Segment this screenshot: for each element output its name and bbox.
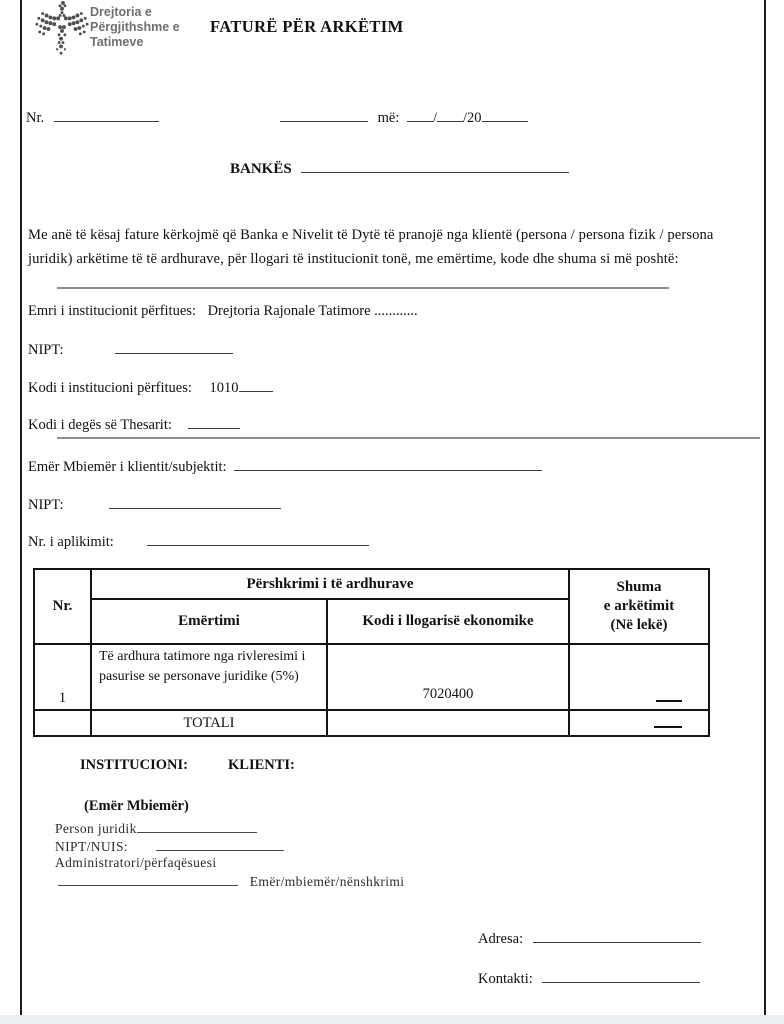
document-title: FATURË PËR ARKËTIM [210,17,404,36]
institution-code-row [28,377,273,397]
separator-rule-2 [57,437,760,439]
bank-row [230,158,569,178]
scan-edge-strip [0,1015,784,1024]
institution-signature-label: INSTITUCIONI: [80,757,188,773]
row-amount-cell [569,644,709,710]
name-surname-label: (Emër Mbiemër) [84,798,189,814]
signature-row [58,872,404,890]
place-field [280,107,368,122]
bank-label: BANKËS [230,160,292,177]
contact-label: Kontakti: [478,970,533,987]
col-header-amount [569,569,709,644]
col-header-amount-line1: Shuma [616,579,662,595]
signature-field [58,872,238,886]
page-border-left [20,0,22,1016]
client-nipt-field [109,494,281,509]
client-name-row [28,456,542,476]
institution-name-value: Drejtoria Rajonale Tatimore ............ [207,303,418,319]
row-amount-field [656,686,682,702]
client-signature-label: KLIENTI: [228,757,295,773]
client-name-label: Emër Mbiemër i klientit/subjektit: [28,458,227,475]
invoice-number-row [26,107,159,127]
revenue-table [33,568,710,737]
institution-nipt-label: NIPT: [28,341,64,358]
nipt-nuis-label: NIPT/NUIS: [55,838,129,854]
total-kodi-cell [327,710,569,736]
intro-line1: Me anë të kësaj fature kërkojmë që Banka e Nivelit të Dytë të pranojë nga klientë (persona / persona fizik / persona [28,227,714,243]
table-row [34,644,709,710]
row-kodi: 7020400 [327,644,569,710]
person-juridik-row [55,819,257,837]
treasury-branch-row [28,414,240,434]
institution-name-label: Emri i institucionit përfitues: [28,303,196,319]
total-amount-cell [569,710,709,736]
client-nipt-label: NIPT: [28,496,64,513]
col-header-amount-line2: e arkëtimit [603,598,675,614]
institution-code-label: Kodi i institucioni përfitues: [28,379,192,396]
date-row [280,107,528,127]
client-nipt-row [28,494,281,514]
treasury-branch-field [188,414,240,429]
institution-nipt-row [28,339,233,359]
date-slash: / [433,109,438,126]
signature-caption: Emër/mbiemër/nënshkrimi [249,873,405,889]
date-me-label: më: [377,109,400,126]
separator-rule-1 [57,287,669,289]
contact-field [542,968,700,983]
treasury-branch-label: Kodi i degës së Thesarit: [28,416,172,433]
institution-name-row [28,303,418,320]
invoice-number-field [54,107,159,122]
institution-code-value: 1010 [209,379,239,396]
col-header-emertimi: Emërtimi [91,599,327,644]
col-header-nr: Nr. [34,569,91,644]
institution-nipt-field [115,339,233,354]
org-name-line3: Tatimeve [90,35,144,49]
org-name-line2: Përgjithshme e [90,20,180,34]
bank-name-field [301,158,569,173]
administrator-label: Administratori/përfaqësuesi [55,855,217,870]
intro-line2: juridik) arkëtime të të ardhurave, për llogari të institucionit tonë, me emërtime, kode dhe shuma si më poshtë: [28,251,679,267]
address-label: Adresa: [478,930,524,947]
address-row [478,928,701,948]
total-amount-field [654,712,682,728]
institution-code-field [239,377,273,392]
tax-directorate-emblem-icon [30,0,94,58]
nipt-nuis-row [55,837,284,855]
date-year-prefix: /20 [463,109,482,126]
application-nr-label: Nr. i aplikimit: [28,533,114,550]
org-name [90,5,180,50]
col-header-amount-line3: (Në lekë) [610,617,668,633]
application-nr-field [147,531,369,546]
col-header-kodi: Kodi i llogarisë ekonomike [327,599,569,644]
col-header-description-group: Përshkrimi i të ardhurave [91,569,569,599]
invoice-number-label: Nr. [26,109,45,126]
person-juridik-label: Person juridik [55,820,137,836]
address-field [533,928,701,943]
client-name-field [234,456,542,471]
person-juridik-field [137,819,257,833]
row-emertimi: Të ardhura tatimore nga rivleresimi i pasurise se personave juridike (5%) [91,644,327,710]
nipt-nuis-field [156,837,284,851]
total-nr-cell [34,710,91,736]
contact-row [478,968,700,988]
org-name-line1: Drejtoria e [90,5,152,19]
date-year-field [482,107,528,122]
total-row [34,710,709,736]
date-month-field [437,107,463,122]
total-label: TOTALI [91,710,327,736]
page-border-right [764,0,766,1016]
application-nr-row [28,531,369,551]
date-day-field [407,107,433,122]
row-nr: 1 [34,644,91,710]
